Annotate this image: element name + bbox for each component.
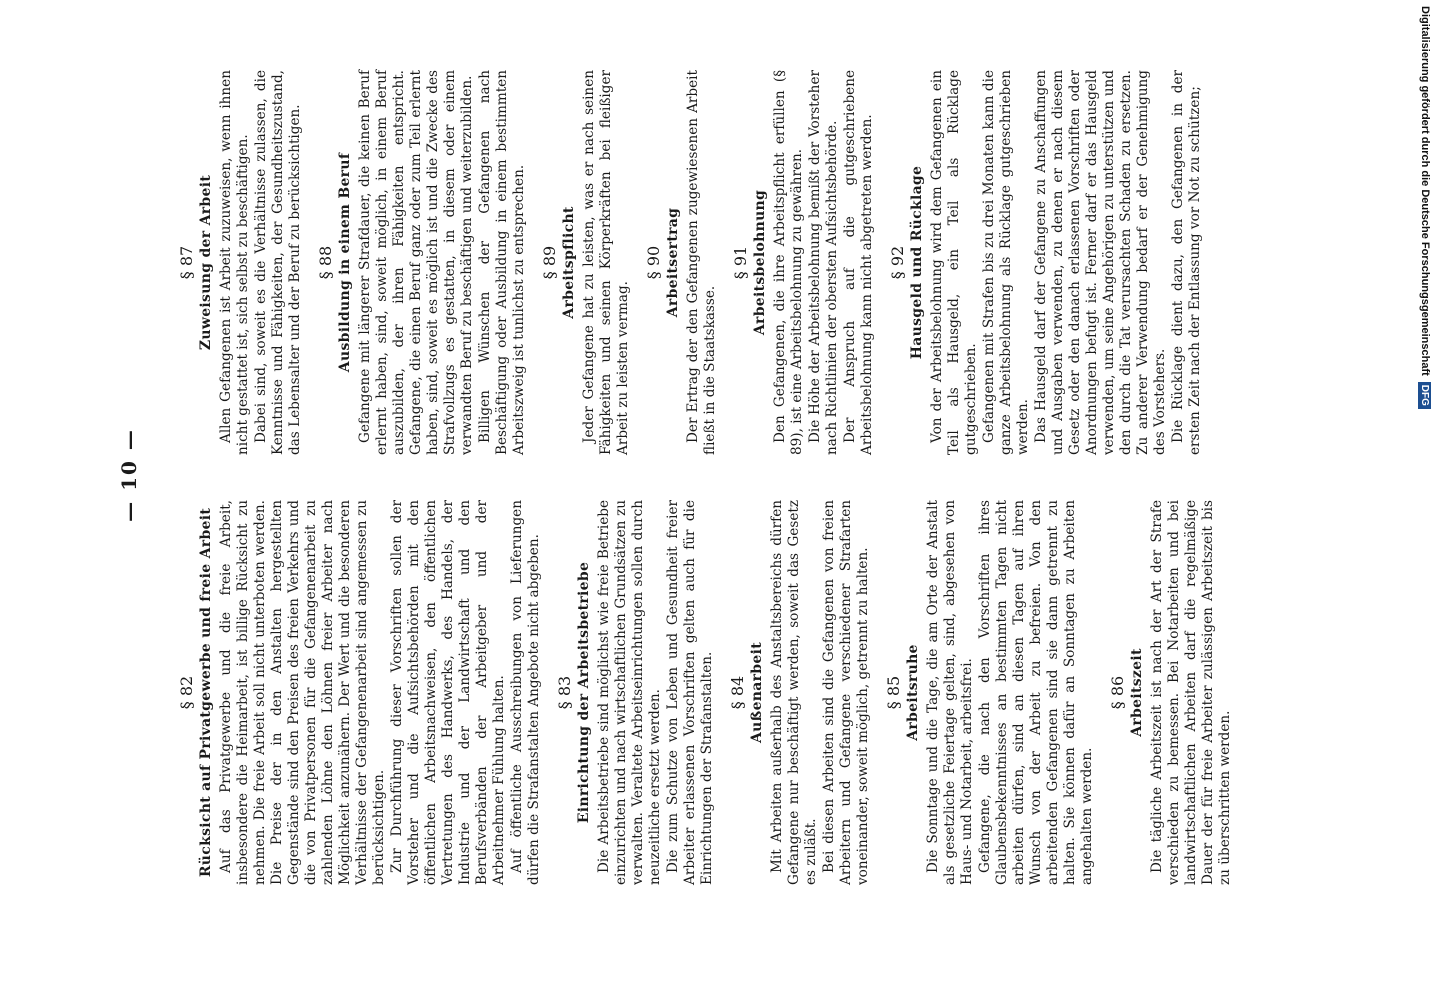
section-heading: Rücksicht auf Privatgewerbe und freie Arbeit [198, 507, 214, 878]
section-paragraph: Die Sonntage und die Tage, die am Orte der Anstalt als gesetzliche Feiertage gelten, sind, abgesehen von Haus- und Notarbeit, arbeitsfrei. [925, 500, 975, 885]
section-heading: Arbeitsbelohnung [752, 189, 768, 336]
section-number: § 92 [888, 245, 907, 280]
section-paragraph: Bei diesen Arbeiten sind die Gefangenen von freien Arbeitern und Gefangene verschiedener Strafarten voneinander, soweit möglich, getrennt zu halten. [821, 500, 871, 885]
section-paragraph: Auf öffentliche Ausschreibungen von Lieferungen dürfen die Strafanstalten Angebote nicht abgeben. [509, 500, 542, 885]
section-heading: Einrichtung der Arbeitsbetriebe [576, 561, 592, 824]
section-heading: Arbeitsertrag [665, 207, 681, 318]
dfg-attribution-text: Digitalisierung gefördert durch die Deutsche Forschungsgemeinschaft [1419, 6, 1431, 376]
section-paragraph: Der Ertrag der den Gefangenen zugewiesenen Arbeit fließt in die Staatskasse. [685, 70, 718, 455]
section-heading: Arbeitspflicht [561, 206, 577, 319]
section-paragraph: Billigen Wünschen der Gefangenen nach Beschäftigung oder Ausbildung in einem bestimmten Arbeitszweig ist tunlichst zu entsprechen. [477, 70, 527, 455]
section-paragraph: Gefangene, die nach den Vorschriften ihres Glaubensbekenntnisses an bestimmten Tagen nicht arbeiten dürfen, sind an diesen Tagen auf ihren Wunsch von der Arbeit zu befreien. Von den arbeitenden Gefangenen sind sie dann getrennt zu halten. Sie können dafür an Sonntagen zu Arbeiten angehalten werden. [977, 500, 1095, 885]
section-paragraph: Allen Gefangenen ist Arbeit zuzuweisen, wenn ihnen nicht gestattet ist, sich selbst zu beschäftigen. [218, 70, 251, 455]
section-number: § 82 [177, 675, 196, 710]
section-paragraph: Die tägliche Arbeitszeit ist nach der Art der Strafe verschieden zu bemessen. Bei Notarbeiten und bei landwirtschaftlichen Arbeiten darf die regelmäßige Dauer der für freie Arbeiter zulässigen Arbeitszeit bis zu überschritten werden. [1149, 500, 1233, 885]
section-number: § 91 [731, 245, 750, 280]
section-paragraph: Auf das Privatgewerbe und die freie Arbeit, insbesondere die Heimarbeit, ist billige Rücksicht zu nehmen. Die freie Arbeit soll nicht unterboten werden. Die Preise der in den Anstalten hergestellten Gegenstände sind den Preisen des freien Verkehrs und die von Privatpersonen für die Gefangenenarbeit zu zahlenden Löhne den Löhnen freier Arbeiter nach Möglichkeit anzunähern. Der Wert und die besonderen Verhältnisse der Gefangenenarbeit sind angemessen zu berücksichtigen. [218, 500, 387, 885]
section-paragraph: Die zum Schutze von Leben und Gesundheit freier Arbeiter erlassenen Vorschriften gelten auch für die Einrichtungen der Strafanstalten. [665, 500, 715, 885]
section-paragraph: Gefangenen mit Strafen bis zu drei Monaten kann die ganze Arbeitsbelohnung als Rücklage gutgeschrieben werden. [981, 70, 1031, 455]
left-column [165, 500, 1234, 885]
section-paragraph: Dabei sind, soweit es die Verhältnisse zulassen, die Kenntnisse und Fähigkeiten, der Gesundheitszustand, das Lebensalter und der Beruf zu berücksichtigen. [253, 70, 303, 455]
section-paragraph: Der Anspruch auf die gutgeschriebene Arbeitsbelohnung kann nicht abgetreten werden. [842, 70, 875, 455]
section-paragraph: Zur Durchführung dieser Vorschriften sollen der Vorsteher und die Aufsichtsbehörden mit den öffentlichen Arbeitsnachweisen, den öffentlichen Vertretungen des Handwerks, des Handels, der Industrie und der Landwirtschaft und den Berufsverbänden der Arbeitgeber und der Arbeitnehmer Fühlung halten. [389, 500, 507, 885]
section-heading: Ausbildung in einem Beruf [337, 152, 353, 373]
dfg-logo: DFG [1419, 382, 1432, 409]
right-column [165, 70, 1204, 455]
section-number: § 89 [540, 245, 559, 280]
section-number: § 86 [1108, 675, 1127, 710]
section-number: § 87 [177, 245, 196, 280]
section-heading: Außenarbeit [749, 642, 765, 743]
section-number: § 85 [884, 675, 903, 710]
section-heading: Arbeitszeit [1129, 648, 1145, 737]
section-paragraph: Die Höhe der Arbeitsbelohnung bemißt der Vorsteher nach Richtlinien der obersten Aufsichtsbehörde. [807, 70, 840, 455]
section-heading: Hausgeld und Rücklage [909, 165, 925, 360]
section-paragraph: Die Rücklage dient dazu, den Gefangenen in der ersten Zeit nach der Entlassung vor Not zu schützen; [1170, 70, 1203, 455]
section-number: § 83 [555, 675, 574, 710]
dfg-attribution [1415, 6, 1434, 996]
section-paragraph: Von der Arbeitsbelohnung wird dem Gefangenen ein Teil als Hausgeld, ein Teil als Rücklage gutgeschrieben. [929, 70, 979, 455]
section-paragraph: Die Arbeitsbetriebe sind möglichst wie freie Betriebe einzurichten und nach wirtschaftlichen Grundsätzen zu verwalten. Veraltete Arbeitseinrichtungen sollen durch neuzeitliche ersetzt werden. [596, 500, 663, 885]
section-paragraph: Jeder Gefangene hat zu leisten, was er nach seinen Fähigkeiten und seinen Körperkräften bei fleißiger Arbeit zu leisten vermag. [581, 70, 631, 455]
section-paragraph: Gefangene mit längerer Strafdauer, die keinen Beruf erlernt haben, sind, soweit möglich, in einem Beruf auszubilden, der ihren Fähigkeiten entspricht. Gefangene, die einen Beruf ganz oder zum Teil erlernt haben, sind, soweit es möglich ist und die Zwecke des Strafvollzugs es gestatten, in diesem oder einem verwandten Beruf zu beschäftigen und weiterzubilden. [357, 70, 475, 455]
section-paragraph: Mit Arbeiten außerhalb des Anstaltsbereichs dürfen Gefangene nur beschäftigt werden, soweit das Gesetz es zuläßt. [769, 500, 819, 885]
section-paragraph: Den Gefangenen, die ihre Arbeitspflicht erfüllen (§ 89), ist eine Arbeitsbelohnung zu gewähren. [772, 70, 805, 455]
page-number: — 10 — [117, 428, 141, 522]
section-number: § 84 [728, 675, 747, 710]
rotated-document-page [95, 45, 1395, 905]
section-heading: Zuweisung der Arbeit [198, 174, 214, 351]
section-number: § 88 [316, 245, 335, 280]
section-paragraph: Das Hausgeld darf der Gefangene zu Anschaffungen und Ausgaben verwenden, zu denen er nach diesem Gesetz oder den danach erlassenen Vorschriften oder Anordnungen befugt ist. Ferner darf er das Hausgeld verwenden, um seine Angehörigen zu unterstützen und den durch die Tat verursachten Schaden zu ersetzen. Zu anderer Verwendung bedarf er der Genehmigung des Vorstehers. [1033, 70, 1168, 455]
section-number: § 90 [644, 245, 663, 280]
section-heading: Arbeitsruhe [905, 644, 921, 741]
